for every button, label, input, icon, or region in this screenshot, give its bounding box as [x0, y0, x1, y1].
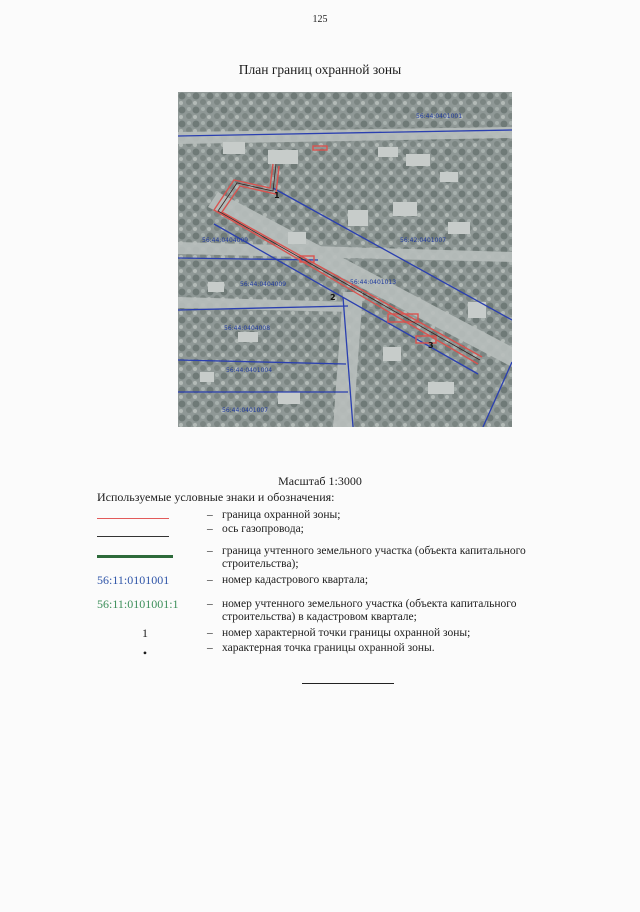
- legend-symbol-point-dot: •: [142, 646, 148, 660]
- page-title: План границ охранной зоны: [238, 62, 402, 77]
- block-label: 56:44:0404008: [224, 325, 271, 332]
- map-scale: Масштаб 1:3000: [278, 474, 362, 488]
- point-label: 2: [330, 293, 336, 302]
- legend-dash: –: [207, 642, 213, 654]
- legend-symbol-point-number: 1: [142, 626, 148, 640]
- block-label: 56:44:0401007: [222, 407, 269, 414]
- legend-dash: –: [207, 509, 213, 521]
- legend-symbol-green-line: [97, 555, 175, 558]
- legend-description: характерная точка границы охранной зоны.: [222, 642, 435, 654]
- block-label: 56:44:0404009: [202, 237, 249, 244]
- legend-dash: –: [207, 627, 213, 639]
- block-label: 56:44:0404009: [240, 281, 287, 288]
- legend-description: номер характерной точки границы охранной зоны;: [222, 627, 471, 639]
- legend-symbol-block-number: 56:11:0101001: [97, 573, 170, 587]
- legend-description: номер кадастрового квартала;: [222, 574, 369, 586]
- block-label: 56:42:0401007: [400, 237, 447, 244]
- legend-symbol-black-line: [97, 536, 175, 537]
- legend-dash: –: [207, 545, 213, 557]
- legend-description: граница охранной зоны;: [222, 509, 341, 521]
- block-label: 56:44:0401013: [350, 279, 397, 286]
- legend-symbol-red-line: [97, 518, 175, 519]
- aerial-map: [178, 92, 512, 427]
- legend-symbol-parcel-number: 56:11:0101001:1: [97, 597, 179, 611]
- footer-divider: [302, 683, 394, 684]
- block-label: 56:44:0401004: [226, 367, 273, 374]
- legend-dash: –: [207, 523, 213, 535]
- point-label: 3: [428, 341, 434, 350]
- page-number: 125: [312, 14, 328, 25]
- legend-dash: –: [207, 598, 213, 610]
- legend-description: граница учтенного земельного участка (объекта капитального строительства);: [222, 545, 526, 570]
- legend-description: номер учтенного земельного участка (объекта капитального строительства) в кадастровом квартале;: [222, 598, 517, 623]
- legend-dash: –: [207, 574, 213, 586]
- legend-description: ось газопровода;: [222, 523, 304, 535]
- point-label: 1: [274, 191, 280, 200]
- legend-title: Используемые условные знаки и обозначения:: [97, 490, 335, 504]
- block-label: 56:44:0401001: [416, 113, 463, 120]
